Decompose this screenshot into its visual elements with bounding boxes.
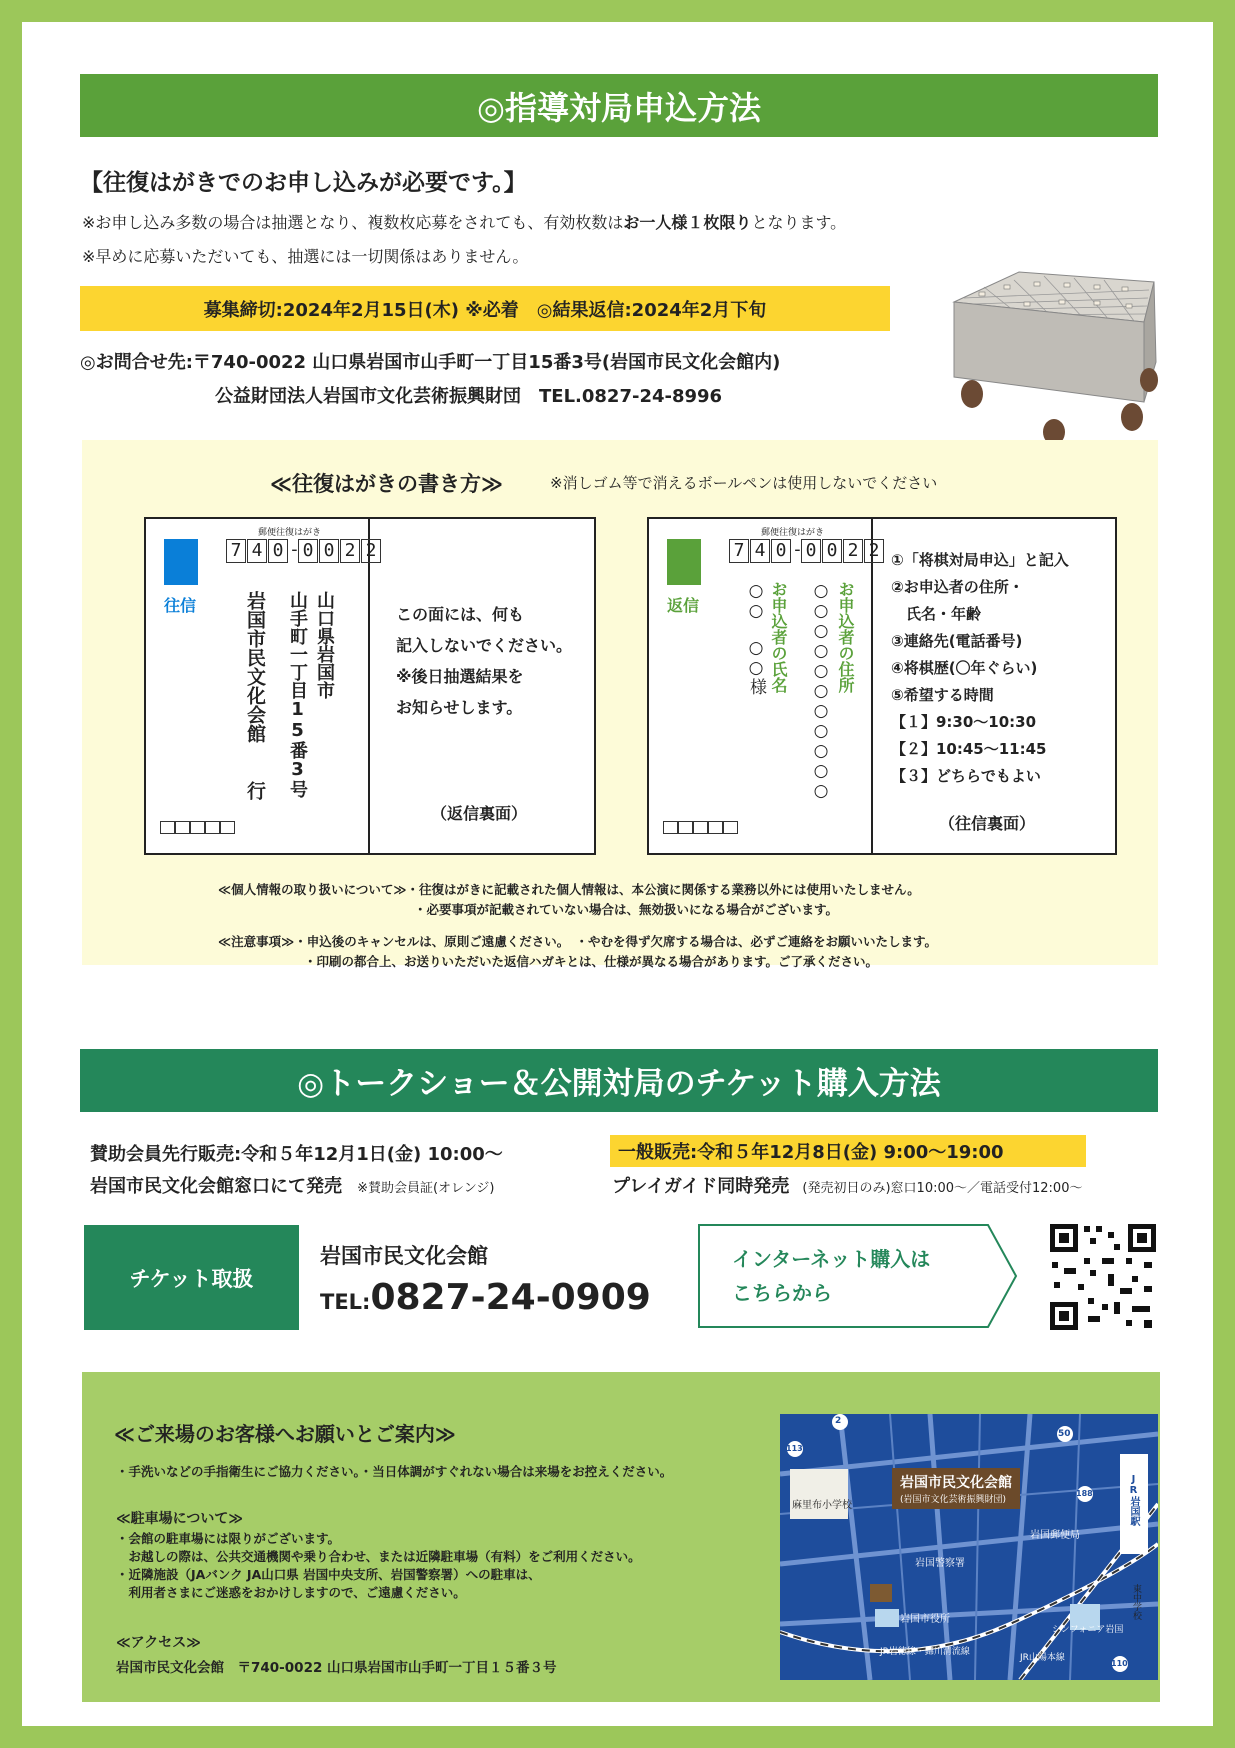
section2-title-bar: [80, 1049, 1158, 1112]
guide-line1: ・手洗いなどの手指衛生にご協力ください。・当日体調がすぐれない場合は来場をお控えください。: [116, 1464, 673, 1479]
barcode-boxes: [160, 821, 235, 834]
access-title: ≪アクセス≫: [116, 1635, 201, 1651]
map-label-post: 岩国郵便局: [1030, 1530, 1080, 1541]
ticket-tel: TEL:0827-24-0909: [320, 1277, 651, 1318]
return-tag: 返信: [667, 596, 700, 615]
internet-label1: インターネット購入は: [732, 1247, 931, 1271]
map-label-school: 麻里布小学校: [792, 1500, 852, 1511]
section2-title: ◎トークショー＆公開対局のチケット購入方法: [297, 1066, 941, 1102]
parking-block: ・会館の駐車場には限りがございます。 お越しの際は、公共交通機関や乗り合わせ、または近隣駐車場（有料）をご利用ください。 ・近隣施設（JAバンク JA山口県 岩国中央支所、岩国警察署）への駐車は、 利用者さまにご迷惑をおかけしますので、ご遠慮ください。: [116, 1531, 641, 1600]
ticket-venue: 岩国市民文化会館: [320, 1244, 488, 1268]
stamp-box-blue: [164, 539, 198, 585]
map-venue-callout: [892, 1468, 1020, 1509]
return-dots-name: ○○ ○○様: [746, 581, 766, 695]
postcard-label: 郵便往復はがき: [258, 528, 322, 538]
internet-label2: こちらから: [732, 1281, 832, 1305]
map-label-jr-line: JR岩徳線・錦川清流線: [880, 1647, 970, 1657]
qr-code-icon[interactable]: [1048, 1222, 1158, 1332]
outgoing-addr2: 山手町一丁目15番3号: [287, 591, 308, 798]
route-2: 2: [835, 1416, 842, 1426]
return-dots-addr: ○○○○○○○○○○○: [811, 581, 831, 801]
access-address: 岩国市民文化会館 〒740-0022 山口県岩国市山手町一丁目１５番３号: [116, 1660, 557, 1676]
general-line2: プレイガイド同時発売 (発売初日のみ)窓口10:00〜／電話受付12:00〜: [612, 1176, 1083, 1197]
access-map: [780, 1414, 1158, 1680]
contact-line2: 公益財団法人岩国市文化芸術振興財団 TEL.0827-24-8996: [215, 386, 723, 407]
return-right-caption: （往信裏面）: [939, 814, 1036, 833]
route-113: 113: [786, 1444, 803, 1453]
map-venue-name: 岩国市民文化会館: [900, 1475, 1012, 1491]
presale-line1: 賛助会員先行販売:令和５年12月1日(金) 10:00〜: [90, 1144, 503, 1165]
ticket-label-box: [84, 1225, 299, 1330]
privacy-block: ≪個人情報の取り扱いについて≫・往復はがきに記載された個人情報は、本公演に関係する業務以外には使用いたしません。 ・必要事項が記載されていない場合は、無効扱いになる場合がございます。: [218, 882, 920, 917]
map-venue-sub: (岩国市文化芸術振興財団): [900, 1495, 1007, 1505]
stamp-box-green: [667, 539, 701, 585]
route-110: 110: [1111, 1659, 1128, 1668]
map-label-police: 岩国警察署: [915, 1558, 965, 1569]
return-label-name: お申込者の氏名: [769, 581, 788, 693]
deadline-banner: [80, 286, 890, 331]
map-label-jhs: 東中学校: [1131, 1584, 1141, 1620]
section1-heading: 【往復はがきでのお申し込みが必要です。】: [80, 170, 527, 196]
map-roads-icon: [780, 1414, 1158, 1680]
postal-code-boxes: 7 4 0 - 0 0 2 2: [226, 539, 382, 563]
guide-title: ≪ご来場のお客様へお願いとご案内≫: [114, 1422, 456, 1446]
map-label-symphonia: シンフォニア岩国: [1052, 1625, 1124, 1635]
outgoing-tag: 往信: [164, 596, 197, 615]
map-label-cityhall: 岩国市役所: [900, 1614, 950, 1625]
howto-note: ※消しゴム等で消えるボールペンは使用しないでください: [550, 474, 938, 492]
outgoing-addr1: 山口県岩国市: [314, 591, 335, 699]
internet-purchase-button[interactable]: [698, 1224, 1018, 1328]
shogi-board-illustration: [944, 252, 1164, 457]
postal-code-boxes-return: 7 4 0 - 0 0 2 2: [729, 539, 885, 563]
route-188: 188: [1076, 1489, 1093, 1498]
return-label-addr: お申込者の住所: [836, 581, 855, 693]
note2: ※早めに応募いただいても、抽選には一切関係はありません。: [82, 247, 529, 266]
flyer-page: [22, 22, 1213, 1726]
presale-line2: 岩国市民文化会館窓口にて発売 ※賛助会員証(オレンジ): [90, 1176, 495, 1197]
outgoing-postcard: [144, 517, 596, 855]
note1: ※お申し込み多数の場合は抽選となり、複数枚応募をされても、有効枚数はお一人様１枚限りとなります。: [82, 213, 847, 232]
outgoing-right-caption: （返信裏面）: [431, 804, 528, 823]
general-sale-text: 一般販売:令和５年12月8日(金) 9:00〜19:00: [618, 1142, 1004, 1163]
map-label-sanyo: JR山陽本線: [1020, 1653, 1065, 1663]
outgoing-addr3: 岩国市民文化会館 行: [244, 591, 266, 800]
section1-title-bar: [80, 74, 1158, 137]
deadline-text: 募集締切:2024年2月15日(木) ※必着 ◎結果返信:2024年2月下旬: [203, 299, 767, 321]
outgoing-right: この面には、何も 記入しないでください。 ※後日抽選結果を お知らせします。: [396, 605, 573, 717]
route-50: 50: [1058, 1429, 1071, 1439]
howto-title: ≪往復はがきの書き方≫: [270, 472, 503, 496]
barcode-boxes-return: [663, 821, 738, 834]
general-sale-banner: [610, 1135, 1086, 1167]
contact-line1: ◎お問合せ先:〒740-0022 山口県岩国市山手町一丁目15番3号(岩国市民文化会館内): [80, 352, 781, 373]
caution-block: ≪注意事項≫・申込後のキャンセルは、原則ご遠慮ください。 ・やむを得ず欠席する場合は、必ずご連絡をお願いいたします。 ・印刷の都合上、お送りいただいた返信ハガキとは、仕様が異なる場合があります。ご了承ください。: [218, 934, 937, 969]
return-postcard: 郵便往復はがき 7 4 0 - 0 0 2 2 返信 お申込者の住所 ○○○○○○○○○○○ お申込者の氏名 ○○ ○○様 ①「将棋対局申込」と記入 ②お申込者の住所・ 氏名・年齢 ③連絡先(電話番号) ④将棋歴(〇年ぐらい) ⑤希望する時間 【１】9:30〜10:30 【２】10:45〜11:45 【３】どちらでもよい （往信裏面）: [647, 517, 1117, 855]
section1-title: ◎指導対局申込方法: [477, 88, 761, 127]
map-label-station: JR岩国駅: [1128, 1474, 1139, 1526]
ticket-label: チケット取扱: [129, 1266, 254, 1291]
parking-title: ≪駐車場について≫: [116, 1511, 244, 1527]
return-items: ①「将棋対局申込」と記入 ②お申込者の住所・ 氏名・年齢 ③連絡先(電話番号) ④将棋歴(〇年ぐらい) ⑤希望する時間 【１】9:30〜10:30 【２】10:45〜11:45 【３】どちらでもよい: [891, 551, 1069, 785]
